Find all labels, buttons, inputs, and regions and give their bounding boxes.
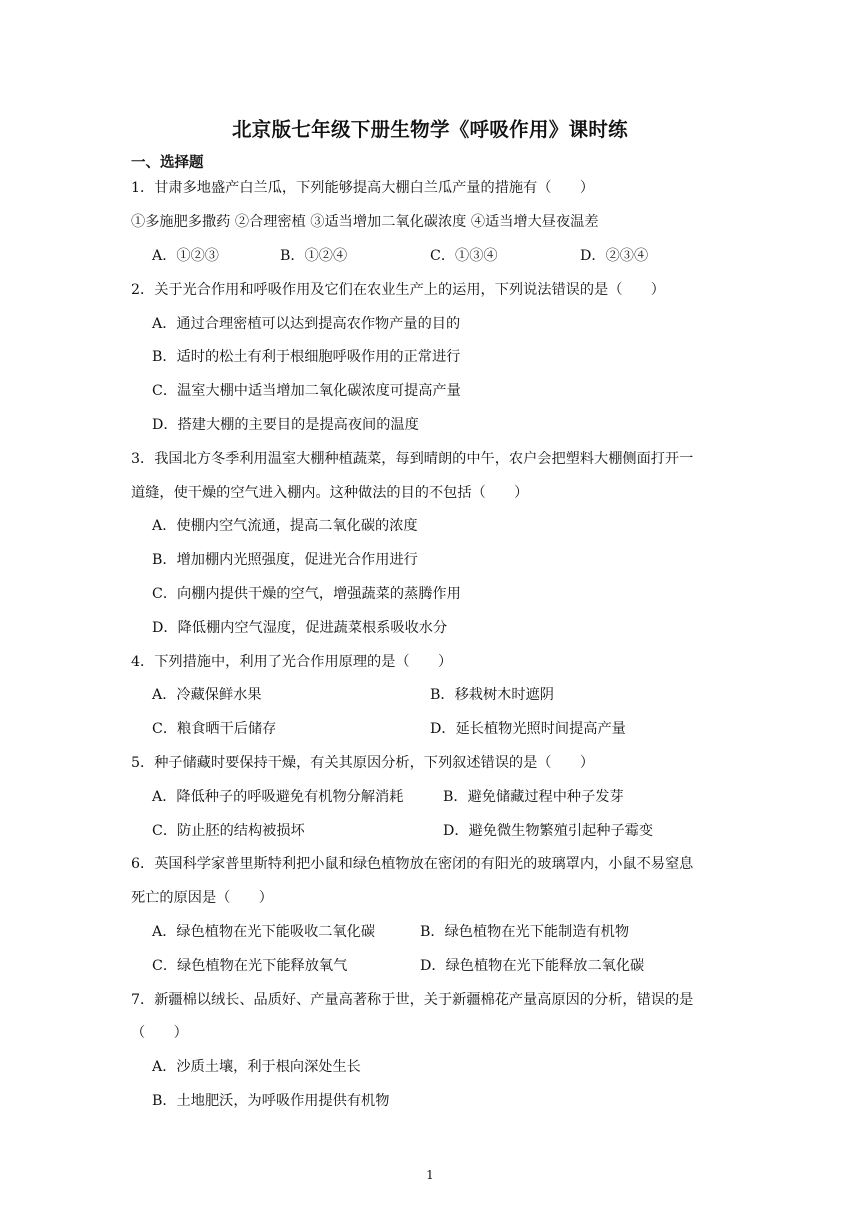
q5-option-a: A．降低种子的呼吸避免有机物分解消耗 xyxy=(152,789,404,805)
q4-option-c: C．粮食晒干后储存 xyxy=(152,721,277,737)
q1-items: ①多施肥多撒药 ②合理密植 ③适当增加二氧化碳浓度 ④适当增大昼夜温差 xyxy=(131,214,599,230)
q3-option-a: A．使棚内空气流通，提高二氧化碳的浓度 xyxy=(152,518,418,534)
q3-option-c: C．向棚内提供干燥的空气，增强蔬菜的蒸腾作用 xyxy=(152,586,461,602)
q4-stem: 4．下列措施中，利用了光合作用原理的是（ ） xyxy=(131,654,453,670)
q3-stem-line1: 3．我国北方冬季利用温室大棚种植蔬菜，每到晴朗的中午，农户会把塑料大棚侧面打开一 xyxy=(131,451,694,467)
q6-stem-line2: 死亡的原因是（ ） xyxy=(131,890,273,906)
q7-stem-line2: （ ） xyxy=(131,1025,188,1041)
q6-stem-line1: 6．英国科学家普里斯特利把小鼠和绿色植物放在密闭的有阳光的玻璃罩内，小鼠不易窒息 xyxy=(131,856,694,872)
q7-option-b: B．土地肥沃，为呼吸作用提供有机物 xyxy=(152,1093,390,1109)
q2-option-d: D．搭建大棚的主要目的是提高夜间的温度 xyxy=(152,417,419,433)
q2-option-b: B．适时的松土有利于根细胞呼吸作用的正常进行 xyxy=(152,349,461,365)
q1-stem: 1．甘肃多地盛产白兰瓜，下列能够提高大棚白兰瓜产量的措施有（ ） xyxy=(131,180,595,196)
q1-option-d: D．②③④ xyxy=(580,248,649,264)
q7-stem-line1: 7．新疆棉以绒长、品质好、产量高著称于世，关于新疆棉花产量高原因的分析，错误的是 xyxy=(131,992,694,1008)
page-number: 1 xyxy=(426,1168,434,1182)
page-title: 北京版七年级下册生物学《呼吸作用》课时练 xyxy=(231,118,628,141)
q3-option-d: D．降低棚内空气湿度，促进蔬菜根系吸收水分 xyxy=(152,620,448,636)
q2-option-a: A．通过合理密植可以达到提高农作物产量的目的 xyxy=(152,316,461,332)
q5-option-c: C．防止胚的结构被损坏 xyxy=(152,823,305,839)
q2-option-c: C．温室大棚中适当增加二氧化碳浓度可提高产量 xyxy=(152,383,461,399)
q2-stem: 2．关于光合作用和呼吸作用及它们在农业生产上的运用，下列说法错误的是（ ） xyxy=(131,282,665,298)
q5-option-b: B．避免储藏过程中种子发芽 xyxy=(443,789,624,805)
q3-option-b: B．增加棚内光照强度，促进光合作用进行 xyxy=(152,552,418,568)
q6-option-a: A．绿色植物在光下能吸收二氧化碳 xyxy=(152,924,376,940)
q6-option-c: C．绿色植物在光下能释放氧气 xyxy=(152,958,348,974)
q1-option-b: B．①②④ xyxy=(280,248,348,264)
q1-option-c: C．①③④ xyxy=(430,248,498,264)
q4-option-d: D．延长植物光照时间提高产量 xyxy=(430,721,626,737)
section-heading: 一、选择题 xyxy=(131,154,204,171)
q1-option-a: A．①②③ xyxy=(152,248,219,264)
q4-option-b: B．移栽树木时遮阴 xyxy=(430,687,554,703)
q3-stem-line2: 道缝，使干燥的空气进入棚内。这种做法的目的不包括（ ） xyxy=(131,485,529,501)
q6-option-b: B．绿色植物在光下能制造有机物 xyxy=(420,924,630,940)
q6-option-d: D．绿色植物在光下能释放二氧化碳 xyxy=(420,958,645,974)
q4-option-a: A．冷藏保鲜水果 xyxy=(152,687,262,703)
q5-stem: 5．种子储藏时要保持干燥，有关其原因分析，下列叙述错误的是（ ） xyxy=(131,755,595,771)
q7-option-a: A．沙质土壤，利于根向深处生长 xyxy=(152,1059,361,1075)
q5-option-d: D．避免微生物繁殖引起种子霉变 xyxy=(443,823,654,839)
